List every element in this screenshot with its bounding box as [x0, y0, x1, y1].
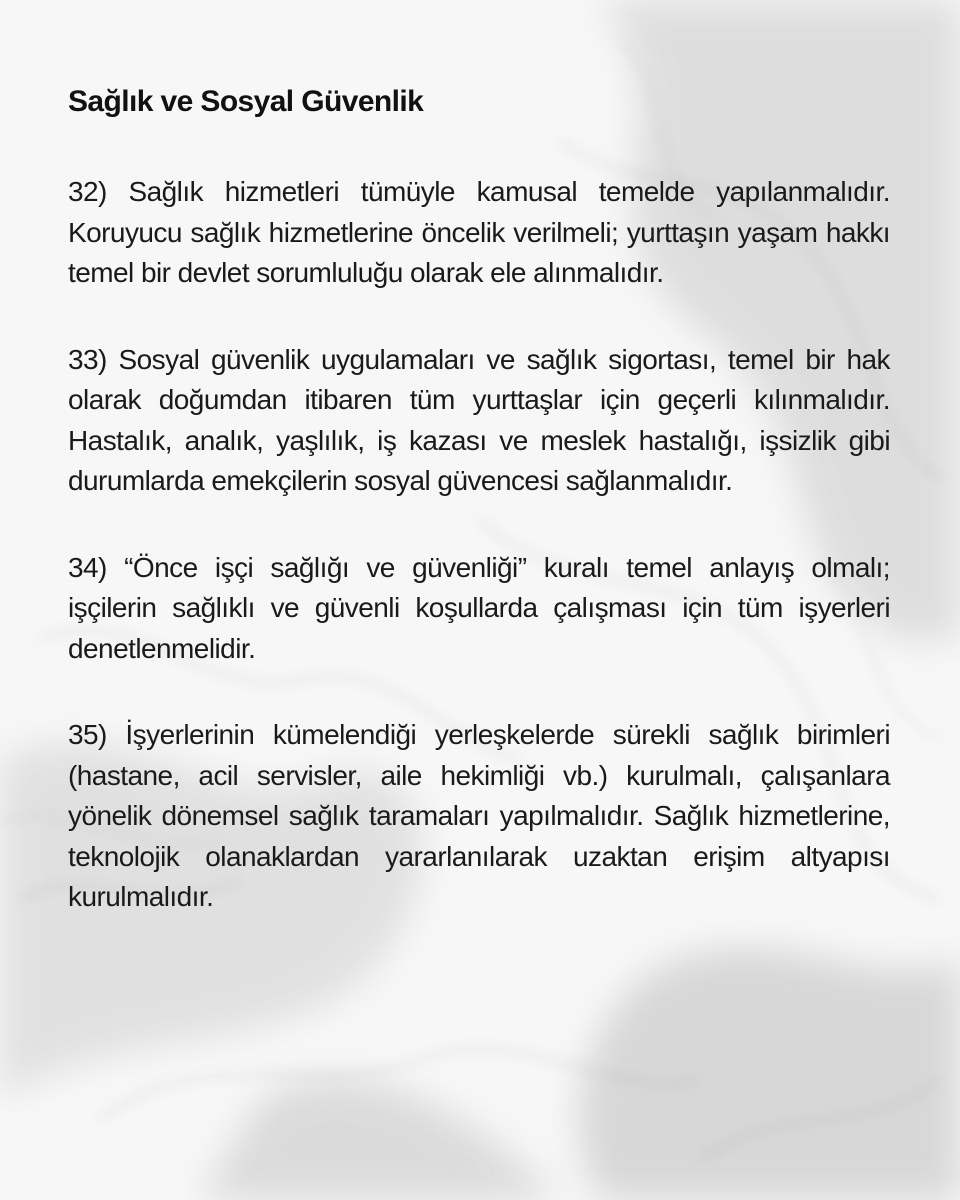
paragraph-32: 32) Sağlık hizmetleri tümüyle kamusal temelde yapılanmalıdır. Koruyucu sağlık hizmetlerine öncelik verilmeli; yurttaşın yaşam hakkı temel bir devlet sorumluluğu olarak ele alınmalıdır. — [68, 176, 890, 288]
paragraph-35: 35) İşyerlerinin kümelendiği yerleşkelerde sürekli sağlık birimleri (hastane, acil servisler, aile hekimliği vb.) kurulmalı, çalışanlara yönelik dönemsel sağlık taramaları yapılmalıdır. Sağlık hizmetlerine, teknolojik olanaklardan yararlanılarak uzaktan erişim altyapısı kurulmalıdır. — [68, 719, 890, 912]
section-heading: Sağlık ve Sosyal Güvenlik — [68, 85, 424, 118]
paragraph-34: 34) “Önce işçi sağlığı ve güvenliği” kuralı temel anlayış olmalı; işçilerin sağlıklı ve güvenli koşullarda çalışması için tüm işyerleri denetlenmelidir. — [68, 551, 890, 664]
document-body — [68, 82, 890, 964]
paragraph-33: 33) Sosyal güvenlik uygulamaları ve sağlık sigortası, temel bir hak olarak doğumdan itibaren tüm yurttaşlar için geçerli kılınmalıdır. Hastalık, analık, yaşlılık, iş kazası ve meslek hastalığı, işsizlik gibi durumlarda emekçilerin sosyal güvencesi sağlanmalıdır. — [68, 343, 890, 496]
